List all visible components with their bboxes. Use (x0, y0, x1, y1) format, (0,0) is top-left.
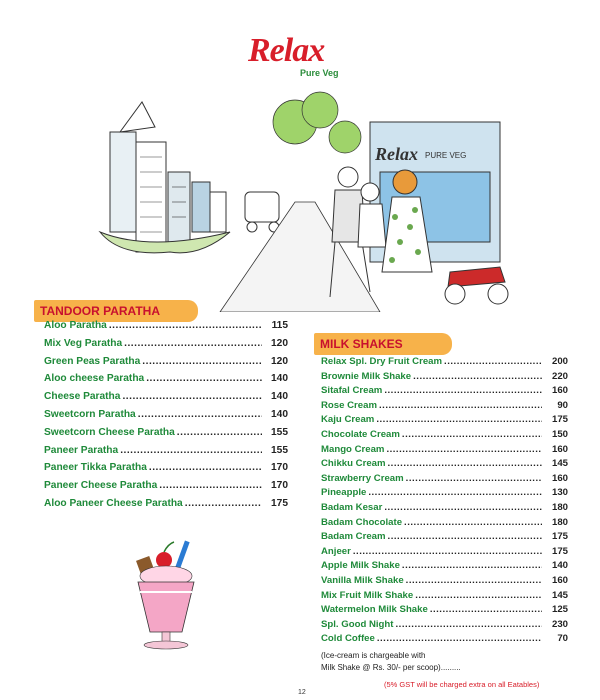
logo-tagline: Pure Veg (300, 68, 339, 78)
menu-item (321, 458, 568, 473)
menu-item-price: 120 (271, 355, 288, 367)
icecream-note (321, 650, 461, 674)
shop-sign: Relax (375, 144, 418, 164)
dot-leader (388, 458, 542, 469)
menu-item (321, 429, 568, 444)
menu-item-price: 140 (271, 408, 288, 420)
menu-item-price: 125 (551, 604, 568, 616)
dot-leader (149, 462, 262, 473)
menu-item-name: Paneer Paratha (44, 444, 119, 456)
menu-item-name: Aloo cheese Paratha (44, 373, 145, 385)
menu-item-price: 70 (557, 633, 568, 645)
logo-text: Relax (248, 32, 325, 69)
dot-leader (124, 338, 262, 349)
menu-item-name: Spl. Good Night (321, 618, 394, 630)
menu-item (44, 391, 288, 409)
menu-item-price: 150 (551, 428, 568, 440)
city-illustration (80, 82, 520, 312)
menu-item-price: 160 (551, 472, 568, 484)
menu-item-price: 160 (551, 385, 568, 397)
menu-item-price: 120 (271, 337, 288, 349)
dot-leader (388, 531, 542, 542)
menu-item (321, 356, 568, 371)
menu-item (321, 546, 568, 561)
dot-leader (122, 391, 262, 402)
menu-item-price: 90 (557, 399, 568, 411)
menu-item-name: Rose Cream (321, 399, 377, 411)
page-number: 12 (298, 689, 306, 696)
dot-leader (406, 575, 542, 586)
menu-item-name: Chocolate Cream (321, 428, 400, 440)
menu-item-price: 140 (271, 391, 288, 403)
menu-item-name: Kaju Cream (321, 414, 375, 426)
menu-item (321, 531, 568, 546)
tandoor-paratha-list (44, 320, 288, 516)
menu-item (321, 371, 568, 386)
dot-leader (368, 487, 542, 498)
gst-note: (5% GST will be charged extra on all Eatables) (384, 680, 540, 689)
dot-leader (109, 320, 262, 331)
dot-leader (120, 445, 262, 456)
menu-item (321, 414, 568, 429)
menu-item-name: Mango Cream (321, 443, 385, 455)
dot-leader (138, 409, 262, 420)
menu-item (321, 517, 568, 532)
menu-item-price: 155 (271, 444, 288, 456)
menu-item-price: 180 (551, 516, 568, 528)
milk-shakes-list (321, 356, 568, 648)
menu-item (321, 385, 568, 400)
menu-item-price: 130 (551, 487, 568, 499)
menu-item (321, 575, 568, 590)
menu-item (44, 320, 288, 338)
menu-item-name: Anjeer (321, 545, 351, 557)
menu-item-name: Sitafal Cream (321, 385, 383, 397)
menu-item-price: 200 (551, 356, 568, 367)
menu-item-name: Green Peas Paratha (44, 355, 141, 367)
menu-item-price: 155 (271, 426, 288, 438)
menu-item (44, 373, 288, 391)
menu-item-name: Vanilla Milk Shake (321, 574, 404, 586)
menu-item-name: Strawberry Cream (321, 472, 404, 484)
menu-item-name: Mix Fruit Milk Shake (321, 589, 414, 601)
menu-item-name: Badam Chocolate (321, 516, 403, 528)
dot-leader (377, 633, 542, 644)
menu-item-price: 160 (551, 574, 568, 586)
menu-item-name: Brownie Milk Shake (321, 370, 412, 382)
dot-leader (353, 546, 542, 557)
menu-item-name: Sweetcorn Paratha (44, 408, 136, 420)
menu-item-name: Paneer Cheese Paratha (44, 480, 158, 492)
menu-item (321, 502, 568, 517)
menu-item (44, 462, 288, 480)
menu-item-name: Cold Coffee (321, 633, 375, 645)
menu-item (44, 445, 288, 463)
dot-leader (444, 356, 542, 367)
menu-item-name: Cheese Paratha (44, 391, 121, 403)
dot-leader (430, 604, 542, 615)
menu-item-price: 160 (551, 443, 568, 455)
dot-leader (402, 429, 542, 440)
dot-leader (159, 480, 262, 491)
dot-leader (142, 356, 262, 367)
dot-leader (384, 502, 542, 513)
dot-leader (146, 373, 262, 384)
menu-item-name: Chikku Cream (321, 458, 386, 470)
menu-item-price: 145 (551, 589, 568, 601)
tandoor-paratha-heading: TANDOOR PARATHA (34, 300, 198, 322)
menu-item-price: 175 (551, 414, 568, 426)
menu-item-name: Badam Kesar (321, 501, 383, 513)
dot-leader (402, 560, 542, 571)
dot-leader (379, 400, 542, 411)
dot-leader (376, 414, 542, 425)
dot-leader (395, 619, 542, 630)
menu-item-price: 220 (551, 370, 568, 382)
dot-leader (386, 444, 542, 455)
menu-item-price: 180 (551, 501, 568, 513)
menu-item-price: 140 (271, 373, 288, 385)
milk-shakes-heading: MILK SHAKES (314, 333, 452, 355)
menu-item (321, 604, 568, 619)
menu-item (321, 473, 568, 488)
menu-item-price: 115 (271, 320, 288, 331)
menu-item-name: Pineapple (321, 487, 367, 499)
menu-item-price: 145 (551, 458, 568, 470)
relax-logo (248, 32, 358, 80)
menu-item (44, 427, 288, 445)
dot-leader (404, 517, 542, 528)
menu-item (44, 409, 288, 427)
menu-item (321, 590, 568, 605)
menu-item-name: Sweetcorn Cheese Paratha (44, 426, 175, 438)
menu-item (44, 356, 288, 374)
menu-item-price: 175 (551, 531, 568, 543)
menu-item-name: Paneer Tikka Paratha (44, 462, 147, 474)
menu-item-price: 175 (271, 497, 288, 509)
menu-item (44, 480, 288, 498)
menu-item (321, 633, 568, 648)
menu-item-price: 230 (551, 618, 568, 630)
dot-leader (415, 590, 542, 601)
menu-item-name: Aloo Paratha (44, 320, 107, 331)
menu-item-name: Badam Cream (321, 531, 386, 543)
menu-item-name: Relax Spl. Dry Fruit Cream (321, 356, 443, 367)
menu-item (321, 619, 568, 634)
dot-leader (185, 498, 262, 509)
menu-item (321, 487, 568, 502)
menu-item-price: 170 (271, 462, 288, 474)
dot-leader (406, 473, 542, 484)
icecream-note-line2: Milk Shake @ Rs. 30/- per scoop)......... (321, 663, 461, 672)
dot-leader (177, 427, 262, 438)
menu-item (44, 498, 288, 516)
menu-item-name: Apple Milk Shake (321, 560, 400, 572)
menu-item-price: 170 (271, 480, 288, 492)
menu-item-price: 175 (551, 545, 568, 557)
milkshake-glass-icon (118, 540, 218, 650)
menu-item-price: 140 (551, 560, 568, 572)
menu-item (321, 560, 568, 575)
menu-item-name: Aloo Paneer Cheese Paratha (44, 497, 183, 509)
icecream-note-line1: (Ice-cream is chargeable with (321, 651, 426, 660)
menu-item (321, 400, 568, 415)
menu-item-name: Mix Veg Paratha (44, 337, 123, 349)
dot-leader (384, 385, 542, 396)
menu-item (44, 338, 288, 356)
dot-leader (413, 371, 542, 382)
menu-item-name: Watermelon Milk Shake (321, 604, 428, 616)
menu-item (321, 444, 568, 459)
shop-sign-tag: PURE VEG (425, 151, 467, 160)
